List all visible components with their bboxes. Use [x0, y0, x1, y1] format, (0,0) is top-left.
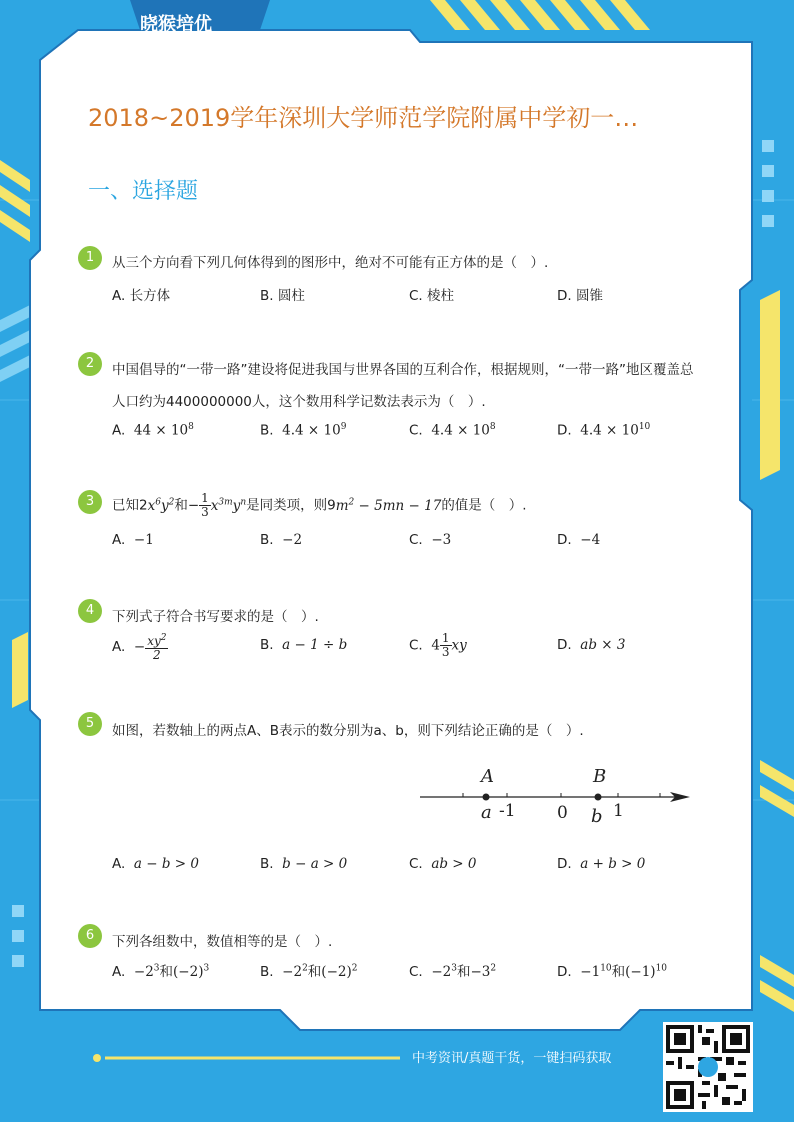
question-text: 如图，若数轴上的两点A、B表示的数分别为a、b，则下列结论正确的是（ ）. [112, 723, 584, 739]
footer-text: 中考资讯/真题干货，一键扫码获取 [412, 1051, 612, 1066]
option-d: D. $-1^{10}$和$(-1)^{10}$ [557, 963, 668, 980]
value-a-label: a [481, 802, 492, 823]
option-c: C. 棱柱 [409, 288, 455, 304]
question-number: 5 [78, 712, 102, 736]
option-a: A. $44 \times 10^8$ [112, 422, 194, 439]
option-b: B. $-2^2$和$(-2)^2$ [260, 963, 358, 980]
option-a: A. − $\frac{xy^2}{2}$ [112, 633, 167, 662]
option-a: A. −1 [112, 532, 154, 548]
question-number: 1 [78, 246, 102, 270]
question-number: 6 [78, 924, 102, 948]
page-title: 2018~2019学年深圳大学师范学院附属中学初一… [88, 104, 639, 132]
question-text: 从三个方向看下列几何体得到的图形中，绝对不可能有正方体的是（ ）. [112, 255, 549, 271]
question-text: 下列各组数中，数值相等的是（ ）. [112, 934, 333, 950]
option-c: C. $-2^3$和$-3^2$ [409, 963, 497, 980]
option-c: C. −3 [409, 532, 452, 548]
option-b: B. −2 [260, 532, 303, 548]
option-b: B. 圆柱 [260, 288, 305, 304]
value-b-label: b [591, 806, 603, 827]
question-number: 4 [78, 599, 102, 623]
point-b-label: B [593, 766, 607, 787]
question-text: 已知$2x^6y^2$和− $\frac{1}{3}$ $x^{3m}y^n$是同类项，则$9m^2 - 5mn - 17$的值是（ ）. [112, 491, 527, 519]
tick-one-label: 1 [613, 801, 624, 821]
question-text-line2: 人口约为4400000000人，这个数用科学记数法表示为（ ）. [112, 394, 486, 410]
number-line-diagram [415, 760, 695, 830]
option-b: B. $4.4 \times 10^9$ [260, 422, 347, 439]
option-d: D. ab × 3 [557, 637, 626, 653]
point-a-label: A [481, 766, 494, 787]
exam-page [40, 30, 752, 1070]
question-number: 2 [78, 352, 102, 376]
option-c: C. $4.4 \times 10^8$ [409, 422, 496, 439]
option-a: A. 长方体 [112, 288, 171, 304]
option-c: C. ab > 0 [409, 856, 477, 872]
tick-minus1-label: -1 [499, 801, 516, 821]
option-a: A. $-2^3$和$(-2)^3$ [112, 963, 210, 980]
question-text: 下列式子符合书写要求的是（ ）. [112, 609, 319, 625]
option-a: A. a − b > 0 [112, 856, 199, 872]
question-text-line1: 中国倡导的“一带一路”建设将促进我国与世界各国的互利合作，根据规则，“一带一路”地区覆盖总 [112, 362, 694, 378]
section-title: 一、选择题 [88, 179, 199, 204]
option-b: B. a − 1 ÷ b [260, 637, 348, 653]
option-b: B. b − a > 0 [260, 856, 348, 872]
option-d: D. $4.4 \times 10^{10}$ [557, 422, 651, 439]
question-number: 3 [78, 490, 102, 514]
option-d: D. 圆锥 [557, 288, 603, 304]
option-d: D. −4 [557, 532, 601, 548]
tick-zero-label: 0 [557, 803, 568, 823]
option-c: C. 4 $\frac{1}{3}$ xy [409, 631, 467, 659]
option-d: D. a + b > 0 [557, 856, 646, 872]
brand-logo: 晓猴培优 [140, 14, 212, 35]
